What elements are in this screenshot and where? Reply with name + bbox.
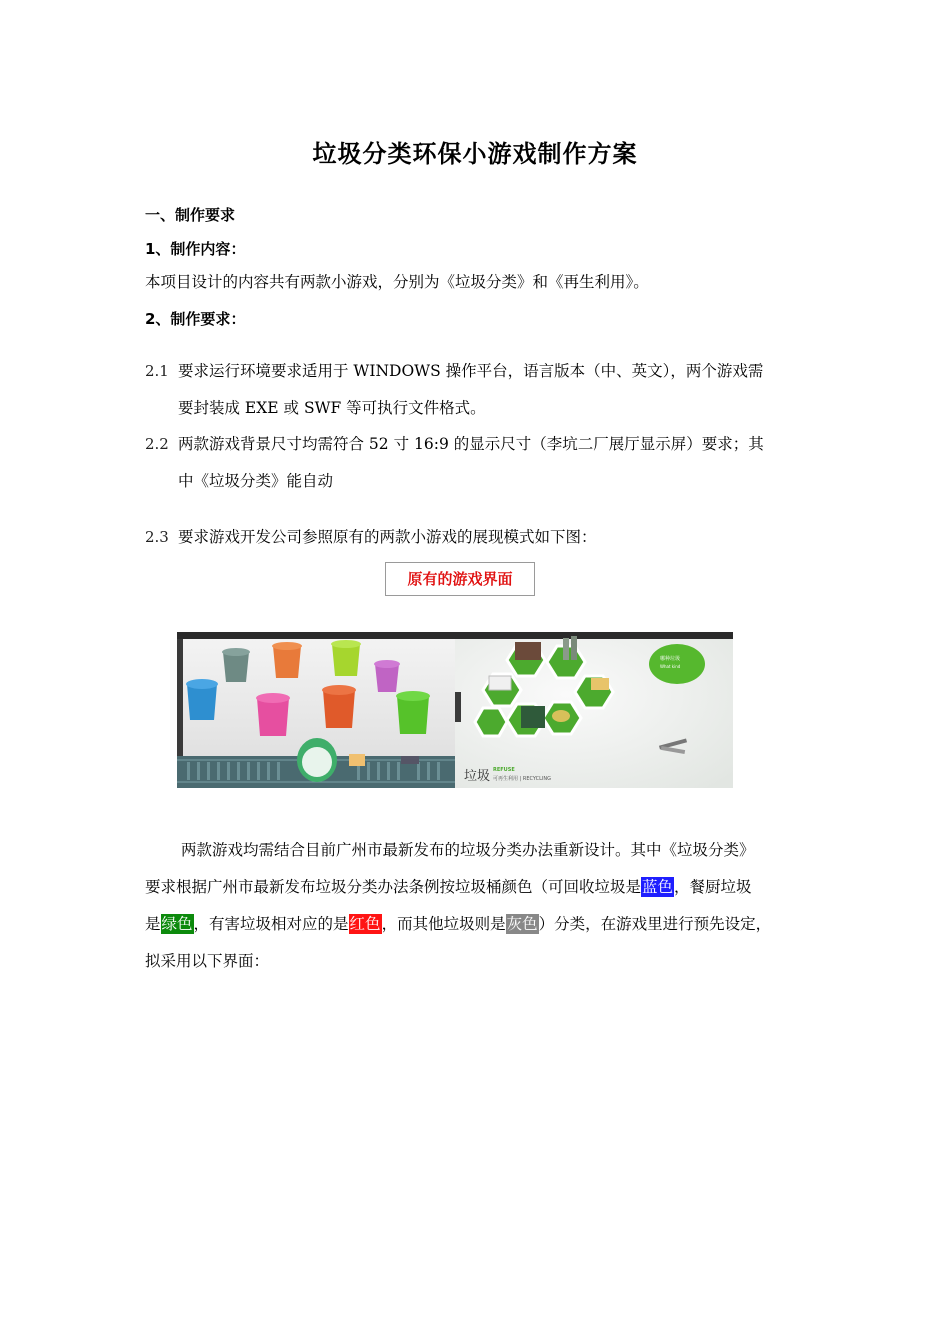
requirement-line: 两款游戏背景尺寸均需符合 52 寸 16:9 的显示尺寸（李坑二厂展厅显示屏）要求；其 xyxy=(178,435,764,453)
requirement-line: 要求游戏开发公司参照原有的两款小游戏的展现模式如下图： xyxy=(178,528,597,546)
paragraph-text: ，餐厨垃圾 xyxy=(674,878,752,896)
game-screenshot-sorting xyxy=(177,632,455,788)
figure-label-box: 原有的游戏界面 xyxy=(385,562,535,596)
content-text: 本项目设计的内容共有两款小游戏，分别为《垃圾分类》和《再生利用》。 xyxy=(145,273,649,291)
paragraph-text: ）分类，在游戏里进行预先设定， xyxy=(538,915,772,933)
paragraph-text: 要求根据广州市最新发布垃圾分类办法条例按垃圾桶颜色（可回收垃圾是 xyxy=(145,878,642,896)
requirement-number: 2.3 xyxy=(145,528,169,546)
requirement-line: 要封装成 EXE 或 SWF 等可执行文件格式。 xyxy=(178,399,486,417)
subheading-content: 1、制作内容： xyxy=(145,240,246,258)
recycling-subtitle: 可再生利用 | RECYCLING xyxy=(493,776,552,782)
highlight-blue: 蓝色 xyxy=(642,878,674,896)
paragraph-text: 是 xyxy=(145,915,161,933)
paragraph-line xyxy=(145,877,752,897)
document-title: 垃圾分类环保小游戏制作方案 xyxy=(312,140,638,168)
highlight-red: 红色 xyxy=(349,915,381,933)
subheading-requirements: 2、制作要求： xyxy=(145,310,246,328)
recycling-brand: 垃圾 xyxy=(464,769,491,784)
paragraph-line: 拟采用以下界面： xyxy=(145,952,270,970)
paragraph-line xyxy=(145,914,771,934)
highlight-gray: 灰色 xyxy=(506,915,538,933)
svg-text:哪种垃圾: 哪种垃圾 xyxy=(660,656,681,662)
requirement-number: 2.1 xyxy=(145,362,169,380)
requirement-line: 中《垃圾分类》能自动 xyxy=(178,472,334,490)
highlight-green: 绿色 xyxy=(161,915,193,933)
paragraph-line: 两款游戏均需结合目前广州市最新发布的垃圾分类办法重新设计。其中《垃圾分类》 xyxy=(181,841,755,859)
recycling-refuse: REFUSE xyxy=(493,767,515,773)
requirement-number: 2.2 xyxy=(145,435,169,453)
game-screenshot-recycling xyxy=(455,632,733,788)
section-heading: 一、制作要求 xyxy=(145,206,236,224)
paragraph-text: ，而其他垃圾则是 xyxy=(381,915,506,933)
svg-text:What kind: What kind xyxy=(660,664,681,669)
paragraph-text: ，有害垃圾相对应的是 xyxy=(193,915,349,933)
requirement-line: 要求运行环境要求适用于 WINDOWS 操作平台，语言版本（中、英文），两个游戏需 xyxy=(178,362,764,380)
sorting-game-illustration xyxy=(177,632,455,788)
recycling-game-illustration xyxy=(455,632,733,788)
